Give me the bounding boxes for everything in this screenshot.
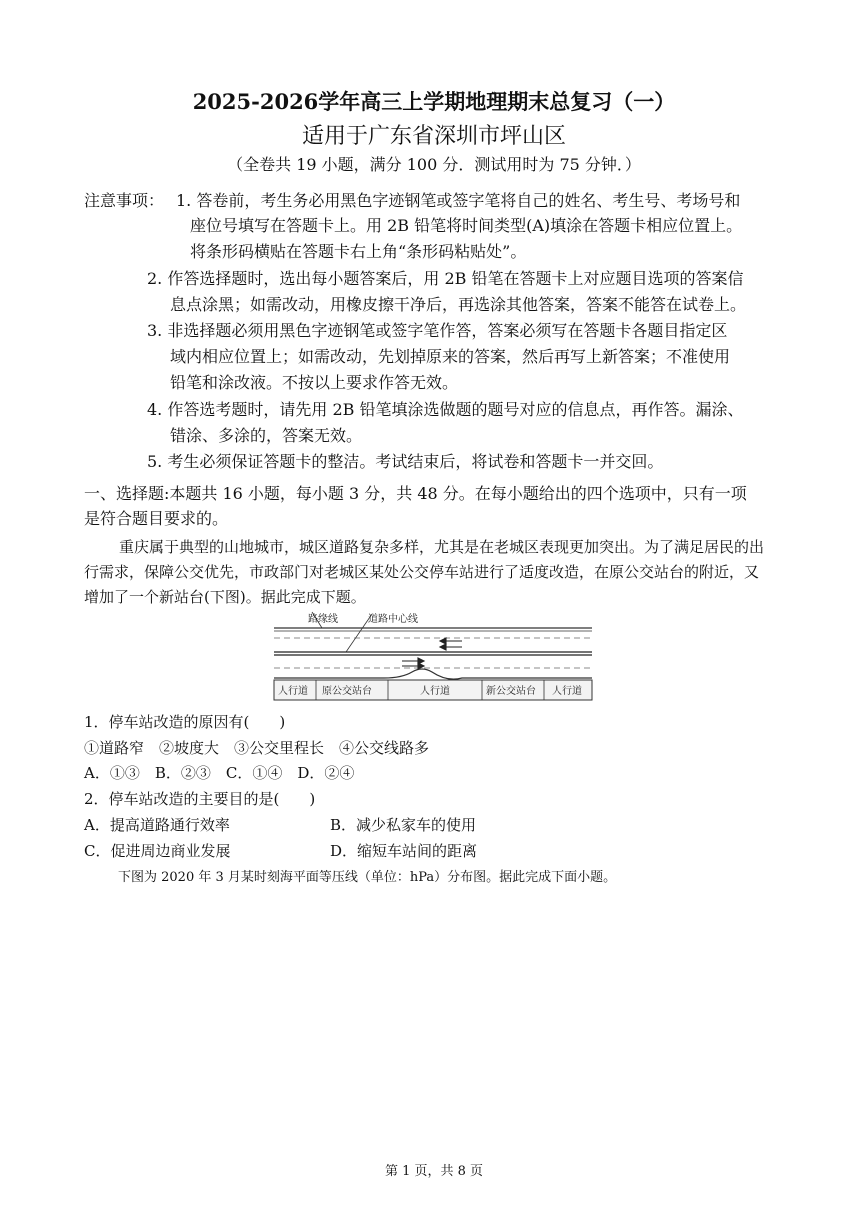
note-line: 座位号填写在答题卡上。用 2B 铅笔将时间类型(A)填涂在答题卡相应位置上。 — [190, 216, 743, 235]
question-stem: 2．停车站改造的主要目的是( ) — [84, 790, 316, 808]
curb-line — [274, 669, 592, 679]
note-line: 息点涂黑；如需改动，用橡皮擦干净后，再选涂其他答案，答案不能答在试卷上。 — [170, 295, 747, 314]
section-heading: 一、选择题:本题共 16 小题，每小题 3 分，共 48 分。在每小题给出的四个选项中，只有一项 — [84, 484, 747, 503]
note-line: 3. 非选择题必须用黑色字迹钢笔或签字笔作答，答案必须写在答题卡各题目指定区 — [147, 321, 728, 340]
note-line: 铅笔和涂改液。不按以上要求作答无效。 — [170, 373, 459, 392]
note-line: 1. 答卷前，考生务必用黑色字迹钢笔或签字笔将自己的姓名、考生号、考场号和 — [176, 191, 741, 210]
page-footer: 第 1 页，共 8 页 — [384, 1164, 484, 1179]
note-line: 将条形码横贴在答题卡右上角“条形码粘贴处”。 — [190, 242, 527, 261]
note-line: 4. 作答选考题时，请先用 2B 铅笔填涂选做题的题号对应的信息点，再作答。漏涂、 — [147, 400, 744, 419]
passage-line: 增加了一个新站台(下图)。据此完成下题。 — [84, 588, 366, 606]
label-road-center: 道路中心线 — [368, 614, 418, 625]
section-heading: 是符合题目要求的。 — [84, 509, 229, 528]
note-line: 错涂、多涂的，答案无效。 — [170, 426, 363, 445]
question-statements: ①道路窄 ②坡度大 ③公交里程长 ④公交线路多 — [84, 739, 430, 757]
note-line: 5. 考生必须保证答题卡的整洁。考试结束后，将试卷和答题卡一并交回。 — [147, 452, 664, 471]
label-sidewalk: 人行道 — [420, 686, 450, 697]
passage-line: 行需求，保障公交优先，市政部门对老城区某处公交停车站进行了适度改造，在原公交站台的附近，又 — [84, 563, 760, 581]
note-line: 2. 作答选择题时，选出每小题答案后，用 2B 铅笔在答题卡上对应题目选项的答案信 — [147, 269, 744, 288]
question-options: A．①③ B．②③ C．①④ D．②④ — [84, 764, 355, 782]
option-a: A．提高道路通行效率 — [84, 816, 230, 834]
passage-line: 重庆属于典型的山地城市，城区道路复杂多样，尤其是在老城区表现更加突出。为了满足居民的出 — [119, 538, 765, 556]
label-sidewalk: 人行道 — [278, 686, 308, 697]
bus-stop-diagram — [272, 606, 594, 702]
option-b: B．减少私家车的使用 — [330, 816, 477, 834]
next-intro: 下图为 2020 年 3 月某时刻海平面等压线（单位：hPa）分布图。据此完成下面小题。 — [118, 870, 617, 885]
exam-subtitle: 适用于广东省深圳市坪山区 — [301, 124, 566, 149]
note-line: 域内相应位置上；如需改动，先划掉原来的答案，然后再写上新答案；不准使用 — [170, 347, 731, 366]
label-old-stop: 原公交站台 — [322, 686, 372, 697]
arrow-icon — [402, 638, 462, 669]
question-stem: 1．停车站改造的原因有( ) — [84, 713, 286, 731]
notes-label: 注意事项： — [84, 191, 165, 210]
label-new-stop: 新公交站台 — [486, 686, 536, 697]
exam-info: （全卷共 19 小题，满分 100 分．测试用时为 75 分钟．） — [227, 155, 641, 174]
option-d: D．缩短车站间的距离 — [330, 842, 478, 860]
option-c: C．促进周边商业发展 — [84, 842, 231, 860]
label-sidewalk: 人行道 — [552, 686, 582, 697]
exam-title: 2025-2026学年高三上学期地理期末总复习（一） — [192, 89, 676, 114]
label-road-edge: 路缘线 — [308, 614, 338, 625]
